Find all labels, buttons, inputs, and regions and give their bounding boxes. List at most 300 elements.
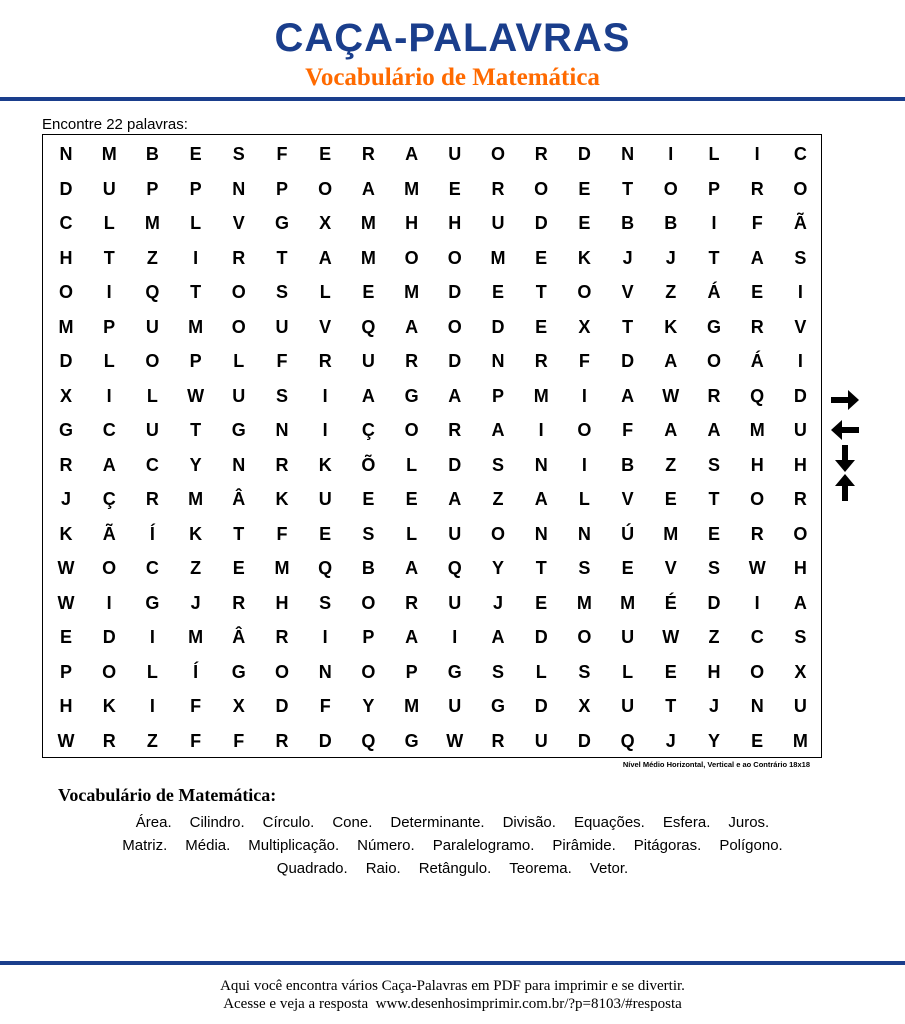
grid-letter: N (534, 523, 548, 544)
grid-letter: M (404, 696, 420, 716)
footer-line-2: Acesse e veja a resposta www.desenhosimprimir.com.br/?p=8103/#resposta (223, 996, 682, 1012)
vocabulary-word: Número. (357, 837, 415, 854)
grid-letter: J (492, 592, 503, 613)
grid-letter: S (319, 592, 332, 613)
grid-letter: C (145, 558, 159, 578)
grid-letter: S (275, 282, 288, 302)
grid-letter: L (406, 523, 418, 544)
grid-letter: F (190, 696, 202, 716)
grid-letter: T (665, 696, 677, 716)
grid-letter: S (578, 661, 591, 682)
grid-letter: P (491, 385, 504, 406)
grid-letter: I (322, 385, 328, 406)
grid-letter: E (319, 523, 332, 544)
grid-letter: H (275, 592, 289, 613)
word-search-grid (42, 134, 822, 758)
grid-letter: E (578, 178, 591, 199)
arrow-up-icon (830, 472, 860, 502)
grid-letter: O (102, 558, 117, 578)
grid-letter: W (57, 592, 75, 613)
grid-letter: E (189, 144, 202, 164)
grid-letter: C (793, 144, 807, 164)
grid-letter: G (145, 592, 160, 613)
grid-letter: E (707, 523, 720, 544)
grid-letter: R (750, 178, 764, 199)
grid-letter: A (793, 592, 807, 613)
grid-letter: L (146, 661, 158, 682)
grid-letter: H (793, 454, 807, 475)
grid-letter: M (58, 316, 74, 337)
grid-letter: I (711, 213, 717, 233)
grid-letter: S (275, 385, 288, 406)
vocabulary-line-1 (0, 813, 905, 833)
grid-letter: O (145, 351, 160, 371)
grid-letter: O (361, 592, 376, 613)
grid-letter: G (404, 730, 419, 751)
grid-letter: R (534, 144, 548, 164)
grid-letter: E (664, 661, 677, 682)
grid-letter: R (275, 454, 289, 475)
grid-letter: L (406, 454, 418, 475)
grid-letter: A (102, 454, 116, 475)
grid-letter: E (578, 213, 591, 233)
grid-letter: M (576, 592, 592, 613)
grid-letter: U (491, 213, 505, 233)
grid-letter: R (534, 351, 548, 371)
vocabulary-word: Divisão. (502, 814, 556, 831)
grid-letter: R (405, 592, 419, 613)
grid-letter: H (59, 696, 73, 716)
grid-letter: R (102, 730, 116, 751)
grid-letter: I (106, 282, 112, 302)
grid-letter: I (581, 385, 587, 406)
grid-letter: S (578, 558, 591, 578)
grid-letter: O (577, 420, 592, 440)
grid-letter: U (361, 351, 375, 371)
grid-letter: I (193, 247, 199, 268)
grid-letter: E (59, 627, 72, 647)
grid-letter: T (535, 282, 547, 302)
grid-letter: T (622, 178, 634, 199)
grid-letter: Q (750, 385, 765, 406)
grid-letter: W (662, 627, 680, 647)
grid-letter: A (664, 351, 678, 371)
grid-letter: P (275, 178, 288, 199)
grid-letter: O (663, 178, 678, 199)
grid-letter: S (707, 558, 720, 578)
grid-letter: M (404, 282, 420, 302)
grid-letter: W (446, 730, 464, 751)
grid-letter: Í (193, 661, 199, 682)
grid-letter: U (793, 420, 807, 440)
grid-letter: O (274, 661, 289, 682)
grid-letter: P (189, 178, 202, 199)
grid-letter: U (145, 316, 159, 337)
grid-letter: E (448, 178, 461, 199)
grid-letter: O (361, 661, 376, 682)
grid-letter: G (706, 316, 721, 337)
grid-letter: R (275, 730, 289, 751)
grid-letter: M (749, 420, 765, 440)
grid-letter: Q (145, 282, 160, 302)
grid-letter: A (448, 385, 462, 406)
grid-letter: N (577, 523, 591, 544)
grid-letter: T (708, 489, 720, 509)
grid-letter: R (750, 523, 764, 544)
grid-letter: R (232, 592, 246, 613)
grid-letter: O (793, 178, 808, 199)
grid-letter: W (748, 558, 766, 578)
grid-letter: M (490, 247, 506, 268)
grid-letter: W (662, 385, 680, 406)
grid-letter: V (232, 213, 245, 233)
grid-letter: R (275, 627, 289, 647)
grid-letter: U (275, 316, 289, 337)
grid-letter: U (621, 627, 635, 647)
grid-letter: P (362, 627, 375, 647)
vocabulary-word: Determinante. (390, 814, 485, 831)
vocabulary-word: Pirâmide. (552, 837, 616, 854)
vocabulary-word: Cilindro. (189, 814, 245, 831)
grid-letter: O (58, 282, 73, 302)
grid-letter: R (361, 144, 375, 164)
grid-letter: N (491, 351, 505, 371)
grid-letter: Õ (361, 454, 376, 475)
grid-letter: H (59, 247, 73, 268)
grid-letter: X (59, 385, 72, 406)
grid-letter: O (404, 420, 419, 440)
grid-letter: I (754, 592, 760, 613)
grid-letter: O (577, 627, 592, 647)
grid-letter: G (231, 420, 246, 440)
grid-letter: S (491, 454, 504, 475)
grid-letter: É (664, 592, 677, 613)
grid-letter: K (102, 696, 116, 716)
grid-letter: L (146, 385, 158, 406)
grid-letter: Z (492, 489, 504, 509)
grid-letter: C (145, 454, 159, 475)
grid-letter: O (102, 661, 117, 682)
vocabulary-word: Média. (185, 837, 231, 854)
grid-letter: H (750, 454, 764, 475)
grid-letter: Q (447, 558, 462, 578)
grid-letter: F (276, 144, 288, 164)
grid-letter: E (405, 489, 418, 509)
grid-letter: D (577, 730, 591, 751)
grid-letter: D (448, 282, 462, 302)
grid-letter: K (59, 523, 73, 544)
grid-letter: V (621, 282, 634, 302)
grid-letter: O (750, 489, 765, 509)
grid-letter: M (533, 385, 549, 406)
grid-letter: O (793, 523, 808, 544)
grid-letter: J (708, 696, 719, 716)
grid-letter: U (534, 730, 548, 751)
grid-letter: Á (707, 282, 721, 302)
grid-letter: G (404, 385, 419, 406)
grid-letter: I (797, 351, 803, 371)
grid-letter: R (59, 454, 73, 475)
grid-letter: M (188, 489, 204, 509)
grid-letter: R (750, 316, 764, 337)
grid-letter: T (622, 316, 634, 337)
grid-letter: F (276, 351, 288, 371)
grid-letter: I (538, 420, 544, 440)
grid-letter: C (750, 627, 764, 647)
grid-letter: Q (361, 730, 376, 751)
grid-letter: L (233, 351, 245, 371)
grid-letter: X (794, 661, 807, 682)
vocabulary-line-3 (0, 859, 905, 879)
grid-letter: E (491, 282, 504, 302)
grid-letter: A (491, 627, 505, 647)
vocabulary-line-2 (0, 836, 905, 856)
grid-letter: D (59, 351, 73, 371)
arrow-right-icon (830, 385, 860, 415)
grid-letter: O (447, 316, 462, 337)
grid-letter: W (57, 558, 75, 578)
grid-letter: L (535, 661, 547, 682)
grid-letter: Ç (361, 420, 375, 440)
grid-letter: E (664, 489, 677, 509)
grid-letter: I (322, 420, 328, 440)
vocabulary-word: Raio. (365, 860, 401, 877)
grid-letter: Q (361, 316, 376, 337)
grid-letter: D (534, 627, 548, 647)
grid-letter: A (318, 247, 332, 268)
grid-letter: S (232, 144, 245, 164)
grid-letter: J (622, 247, 633, 268)
grid-letter: D (534, 696, 548, 716)
grid-letter: L (708, 144, 720, 164)
grid-letter: W (187, 385, 205, 406)
grid-letter: I (322, 627, 328, 647)
grid-letter: M (663, 523, 679, 544)
grid-letter: A (621, 385, 635, 406)
grid-letter: O (447, 247, 462, 268)
grid-letter: M (188, 627, 204, 647)
grid-letter: O (750, 661, 765, 682)
puzzle-instruction: Encontre 22 palavras: (42, 116, 188, 133)
grid-letter: B (361, 558, 375, 578)
grid-letter: J (665, 730, 676, 751)
vocabulary-word: Teorema. (509, 860, 572, 877)
grid-letter: A (405, 627, 419, 647)
grid-letter: M (360, 213, 376, 233)
grid-letter: D (318, 730, 332, 751)
header-divider (0, 97, 905, 101)
grid-letter: U (318, 489, 332, 509)
grid-letter: V (664, 558, 677, 578)
grid-letter: A (361, 385, 375, 406)
grid-letter: D (577, 144, 591, 164)
grid-letter: N (750, 696, 764, 716)
vocabulary-word: Esfera. (662, 814, 711, 831)
grid-letter: A (405, 144, 419, 164)
grid-letter: U (102, 178, 116, 199)
grid-letter: O (404, 247, 419, 268)
grid-letter: D (448, 351, 462, 371)
vocabulary-word: Equações. (573, 814, 645, 831)
grid-letter: H (448, 213, 462, 233)
grid-letter: U (232, 385, 246, 406)
grid-letter: E (319, 144, 332, 164)
grid-letter: L (103, 351, 115, 371)
grid-letter: Z (665, 454, 677, 475)
grid-letter: K (577, 247, 591, 268)
grid-letter: S (707, 454, 720, 475)
grid-letter: O (231, 282, 246, 302)
grid-letter: Z (146, 730, 158, 751)
vocabulary-word: Matriz. (122, 837, 168, 854)
grid-letter: I (668, 144, 674, 164)
grid-letter: U (145, 420, 159, 440)
grid-letter: W (57, 730, 75, 751)
grid-letter: Ç (102, 489, 116, 509)
page-subtitle: Vocabulário de Matemática (305, 64, 600, 91)
grid-letter: A (448, 489, 462, 509)
grid-letter: F (190, 730, 202, 751)
grid-letter: L (622, 661, 634, 682)
grid-letter: T (535, 558, 547, 578)
grid-letter: Z (190, 558, 202, 578)
grid-letter: A (361, 178, 375, 199)
grid-letter: R (707, 385, 721, 406)
grid-letter: R (405, 351, 419, 371)
grid-letter: G (447, 661, 462, 682)
grid-letter: R (491, 178, 505, 199)
grid-letter: E (535, 247, 548, 268)
grid-letter: C (59, 213, 73, 233)
grid-letter: D (621, 351, 635, 371)
grid-letter: X (319, 213, 332, 233)
grid-letter: I (149, 696, 155, 716)
grid-letter: A (405, 558, 419, 578)
grid-letter: A (491, 420, 505, 440)
grid-letter: H (793, 558, 807, 578)
grid-letter: Z (708, 627, 720, 647)
grid-letter: B (145, 144, 159, 164)
grid-letter: G (490, 696, 505, 716)
grid-letter: U (793, 696, 807, 716)
grid-letter: P (189, 351, 202, 371)
grid-letter: M (404, 178, 420, 199)
grid-letter: L (319, 282, 331, 302)
grid-letter: U (448, 523, 462, 544)
grid-letter: M (792, 730, 808, 751)
grid-letter: D (275, 696, 289, 716)
grid-letter: D (707, 592, 721, 613)
grid-letter: R (793, 489, 807, 509)
grid-letter: M (274, 558, 290, 578)
vocabulary-word: Cone. (332, 814, 373, 831)
grid-letter: Q (620, 730, 635, 751)
grid-letter: D (491, 316, 505, 337)
grid-letter: U (621, 696, 635, 716)
grid-letter: T (233, 523, 245, 544)
grid-letter: S (362, 523, 375, 544)
level-label: Nível Médio Horizontal, Vertical e ao Contrário 18x18 (622, 760, 810, 769)
grid-letter: K (318, 454, 332, 475)
grid-letter: M (188, 316, 204, 337)
grid-letter: P (405, 661, 418, 682)
grid-letter: V (621, 489, 634, 509)
vocabulary-title: Vocabulário de Matemática: (58, 785, 277, 805)
grid-letter: B (621, 213, 635, 233)
grid-letter: R (318, 351, 332, 371)
grid-letter: F (276, 523, 288, 544)
grid-letter: N (318, 661, 332, 682)
grid-letter: L (103, 213, 115, 233)
grid-letter: O (534, 178, 549, 199)
grid-letter: R (145, 489, 159, 509)
grid-letter: O (706, 351, 721, 371)
grid-letter: F (751, 213, 763, 233)
grid-letter: D (793, 385, 807, 406)
grid-letter: O (318, 178, 333, 199)
grid-letter: Á (750, 351, 764, 371)
grid-letter: V (319, 316, 332, 337)
grid-letter: S (794, 247, 807, 268)
grid-letter: V (794, 316, 807, 337)
grid-letter: P (146, 178, 159, 199)
grid-letter: O (577, 282, 592, 302)
grid-letter: E (751, 282, 764, 302)
grid-letter: P (103, 316, 116, 337)
grid-letter: X (232, 696, 245, 716)
vocabulary-word: Área. (135, 814, 172, 831)
grid-letter: F (578, 351, 590, 371)
grid-letter: X (578, 696, 591, 716)
grid-letter: G (274, 213, 289, 233)
grid-letter: Í (149, 523, 155, 544)
grid-letter: F (622, 420, 634, 440)
grid-letter: Q (318, 558, 333, 578)
grid-letter: M (360, 247, 376, 268)
grid-letter: U (448, 592, 462, 613)
grid-letter: I (106, 592, 112, 613)
grid-letter: N (534, 454, 548, 475)
grid-letter: A (534, 489, 548, 509)
grid-letter: D (534, 213, 548, 233)
vocabulary-word: Multiplicação. (248, 837, 340, 854)
grid-letter: M (144, 213, 160, 233)
grid-letter: T (190, 420, 202, 440)
grid-letter: N (232, 178, 246, 199)
grid-letter: G (58, 420, 73, 440)
grid-letter: H (707, 661, 721, 682)
grid-letter: N (275, 420, 289, 440)
grid-letter: Z (146, 247, 158, 268)
grid-letter: M (101, 144, 117, 164)
grid-letter: O (490, 523, 505, 544)
arrow-down-icon (830, 444, 860, 474)
grid-letter: Ã (793, 213, 807, 233)
grid-letter: P (59, 661, 72, 682)
grid-letter: E (751, 730, 764, 751)
grid-letter: D (448, 454, 462, 475)
grid-letter: D (102, 627, 116, 647)
footer-divider (0, 961, 905, 965)
grid-letter: P (707, 178, 720, 199)
grid-letter: R (491, 730, 505, 751)
grid-letter: E (362, 489, 375, 509)
grid-letter: L (578, 489, 590, 509)
grid-letter: E (621, 558, 634, 578)
grid-letter: U (448, 144, 462, 164)
grid-letter: J (665, 247, 676, 268)
grid-letter: T (190, 282, 202, 302)
